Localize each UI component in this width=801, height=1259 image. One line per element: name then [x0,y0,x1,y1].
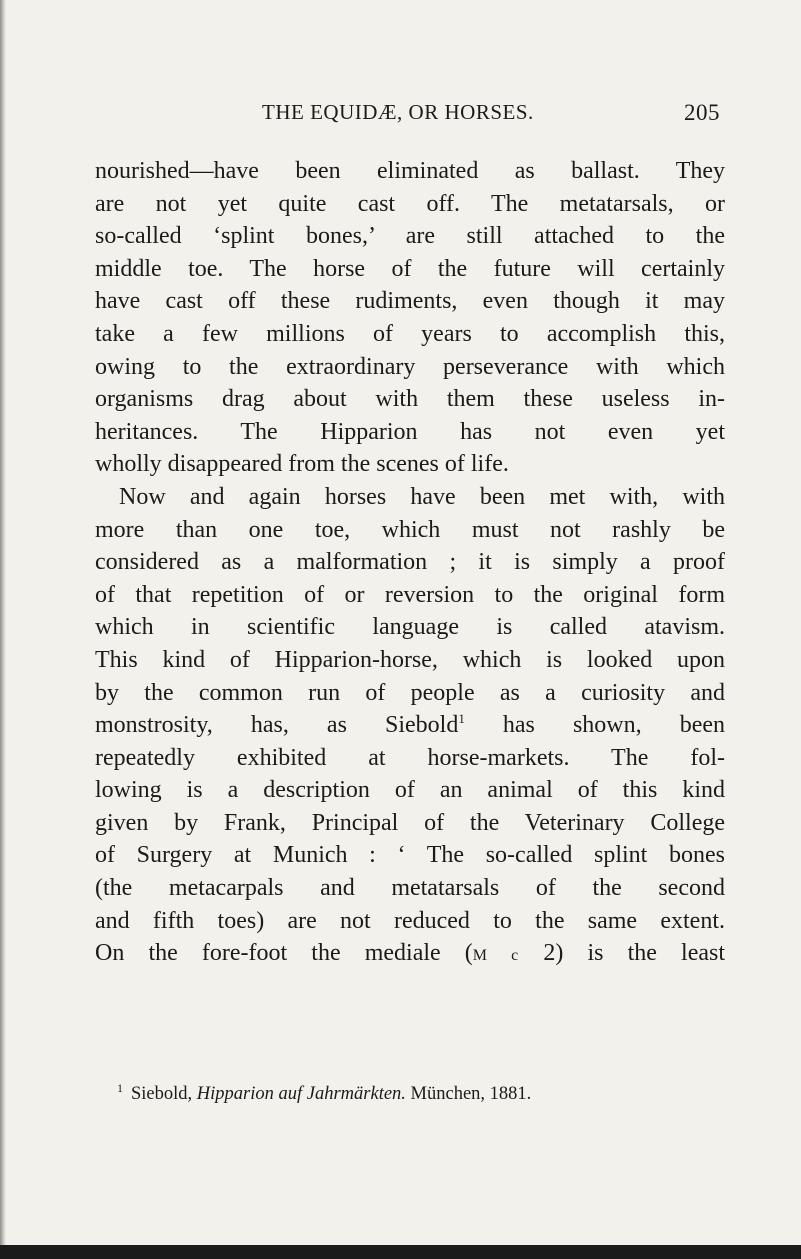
text-line: considered as a malformation ; it is simply a proof [95,549,725,576]
text-segment: On the fore-foot the mediale ( [95,940,473,967]
text-line: repeatedly exhibited at horse-markets. The fol- [95,744,725,771]
text-line: of Surgery at Munich : ‘ The so-called splint bones [95,842,725,869]
text-line: by the common run of people as a curiosity and [95,679,725,706]
text-line: so-called ‘splint bones,’ are still attached to the [95,223,725,250]
text-line: owing to the extraordinary perseverance with which [95,353,725,380]
page-spine-shadow [0,0,6,1259]
text-line [95,937,725,970]
text-line [95,709,725,742]
text-line: are not yet quite cast off. The metatarsals, or [95,190,725,217]
page-header [262,100,720,130]
text-line: given by Frank, Principal of the Veterinary College [95,809,725,836]
text-line: which in scientific language is called atavism. [95,614,725,641]
abbreviation: M c [472,947,520,965]
footnote-title: Hipparion auf Jahrmärkten. [196,1084,406,1105]
text-line: middle toe. The horse of the future will certainly [95,255,725,282]
text-line: This kind of Hipparion-horse, which is looked upon [95,646,725,673]
running-title: THE EQUIDÆ, OR HORSES. [262,100,534,124]
text-line: lowing is a description of an animal of this kind [95,777,725,804]
text-line: wholly disappeared from the scenes of life. [95,451,509,478]
text-line: and fifth toes) are not reduced to the same extent. [95,907,725,934]
footnote-reference: 1 [458,711,465,727]
text-line: more than one toe, which must not rashly be [95,516,725,543]
body-text [95,155,725,970]
page-number: 205 [684,100,720,125]
text-line: Now and again horses have been met with, with [119,483,725,510]
text-line: of that repetition of or reversion to the original form [95,581,725,608]
footnote [117,1081,531,1105]
text-line: heritances. The Hipparion has not even yet [95,418,725,445]
footnote-place-year: München, 1881. [410,1084,532,1105]
text-segment: has shown, been [464,712,726,739]
text-line: nourished—have been eliminated as ballast. They [95,158,725,184]
text-line: take a few millions of years to accomplish this, [95,320,725,347]
footnote-author: Siebold, [131,1084,193,1105]
page-bottom-edge [0,1245,801,1259]
text-segment: 2) is the least [519,940,726,967]
text-line: have cast off these rudiments, even though it may [95,288,725,315]
text-line: organisms drag about with them these useless in- [95,386,725,413]
text-line: (the metacarpals and metatarsals of the second [95,875,725,902]
text-segment: monstrosity, has, as Siebold [95,712,459,739]
footnote-marker: 1 [117,1081,123,1095]
